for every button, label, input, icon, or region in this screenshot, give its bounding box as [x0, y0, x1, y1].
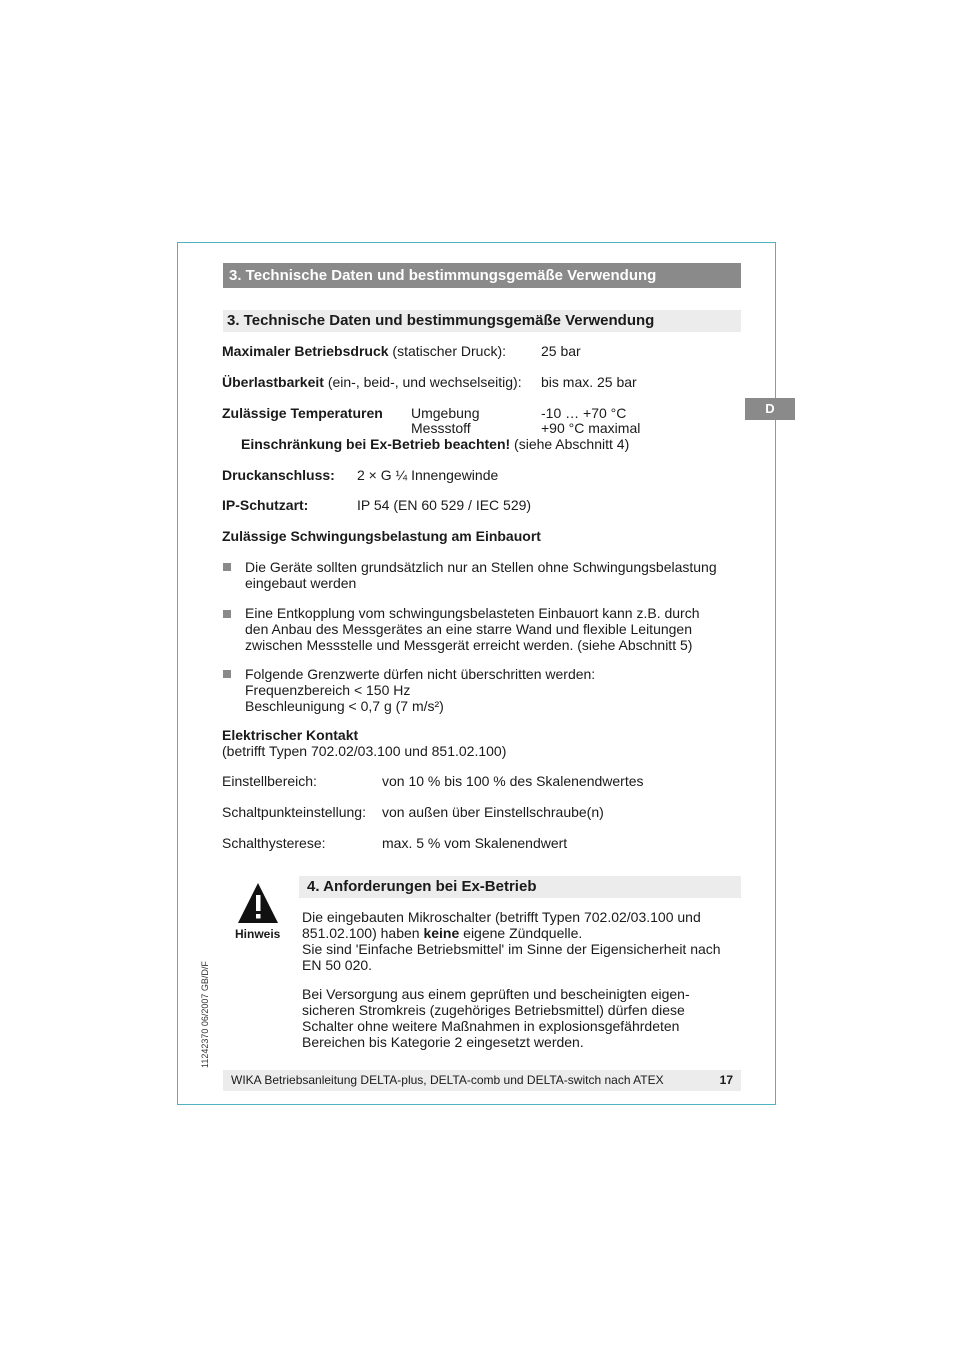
bullet-2: Eine Entkopplung vom schwingungsbelasteten Einbauort kann z.B. durch den Anbau des Messgerätes an eine starre Wand und flexible Leitungen zwischen Messstelle und Messgerät erreicht werden. (siehe Abschnitt 5): [245, 605, 700, 653]
electrical-subtitle: (betrifft Typen 702.02/03.100 und 851.02.100): [222, 743, 507, 759]
temperature-label: Zulässige Temperaturen: [222, 405, 383, 421]
electrical-title: Elektrischer Kontakt: [222, 727, 359, 743]
bullet-marker: [223, 563, 231, 571]
max-pressure-label: Maximaler Betriebsdruck (statischer Druck):: [222, 343, 506, 359]
page-number: 17: [719, 1073, 733, 1087]
bullet-3: Folgende Grenzwerte dürfen nicht überschritten werden: Frequenzbereich < 150 Hz Beschleunigung < 0,7 g (7 m/s²): [245, 666, 596, 714]
max-pressure-value: 25 bar: [541, 343, 581, 359]
overload-label: Überlastbarkeit (ein-, beid-, und wechselseitig):: [222, 374, 522, 390]
connection-label: Druckanschluss:: [222, 467, 335, 483]
footer-bar: [223, 1070, 741, 1091]
section-4-title: 4. Anforderungen bei Ex-Betrieb: [299, 876, 741, 898]
header-bar: 3. Technische Daten und bestimmungsgemäße Verwendung: [223, 263, 741, 288]
document-code: 11242370 06/2007 GB/D/F: [200, 961, 210, 1068]
footer-text: WIKA Betriebsanleitung DELTA-plus, DELTA-comb und DELTA-switch nach ATEX: [231, 1073, 664, 1087]
temperature-ambient-key: Umgebung: [411, 405, 480, 421]
switchpoint-label: Schaltpunkteinstellung:: [222, 804, 366, 820]
hysteresis-label: Schalthysterese:: [222, 835, 326, 851]
section-3-title: 3. Technische Daten und bestimmungsgemäße Verwendung: [223, 310, 741, 332]
bullet-marker: [223, 670, 231, 678]
switchpoint-value: von außen über Einstellschraube(n): [382, 804, 604, 820]
ex-warning: Einschränkung bei Ex-Betrieb beachten! (siehe Abschnitt 4): [241, 436, 630, 452]
warning-triangle-icon: [237, 882, 279, 924]
ip-value: IP 54 (EN 60 529 / IEC 529): [357, 497, 532, 513]
hysteresis-value: max. 5 % vom Skalenendwert: [382, 835, 568, 851]
temperature-medium-key: Messstoff: [411, 420, 471, 436]
ip-label: IP-Schutzart:: [222, 497, 309, 513]
bullet-marker: [223, 610, 231, 618]
hinweis-label: Hinweis: [235, 927, 281, 941]
bullet-1: Die Geräte sollten grundsätzlich nur an Stellen ohne Schwingungsbelastung eingebaut werden: [245, 559, 717, 591]
connection-value: 2 × G ¼ Innengewinde: [357, 467, 499, 483]
temperature-ambient-value: -10 … +70 °C: [541, 405, 627, 421]
overload-value: bis max. 25 bar: [541, 374, 637, 390]
language-tab[interactable]: D: [745, 398, 795, 420]
section-4-paragraph-2: Bei Versorgung aus einem geprüften und bescheinigten eigen- sicheren Stromkreis (zugehöriges Betriebsmittel) dürfen diese Schalter ohne weitere Maßnahmen in explosionsgefährdeten Bereichen bis Kategorie 2 eingesetzt werden.: [302, 986, 690, 1050]
setting-range-label: Einstellbereich:: [222, 773, 317, 789]
setting-range-value: von 10 % bis 100 % des Skalenendwertes: [382, 773, 644, 789]
section-4-paragraph-1: Die eingebauten Mikroschalter (betrifft Typen 702.02/03.100 und 851.02.100) haben keine eigene Zündquelle. Sie sind 'Einfache Betriebsmittel' im Sinne der Eigensicherheit nach EN 50 020.: [302, 909, 721, 973]
temperature-medium-value: +90 °C maximal: [541, 420, 641, 436]
vibration-title: Zulässige Schwingungsbelastung am Einbauort: [222, 528, 541, 544]
